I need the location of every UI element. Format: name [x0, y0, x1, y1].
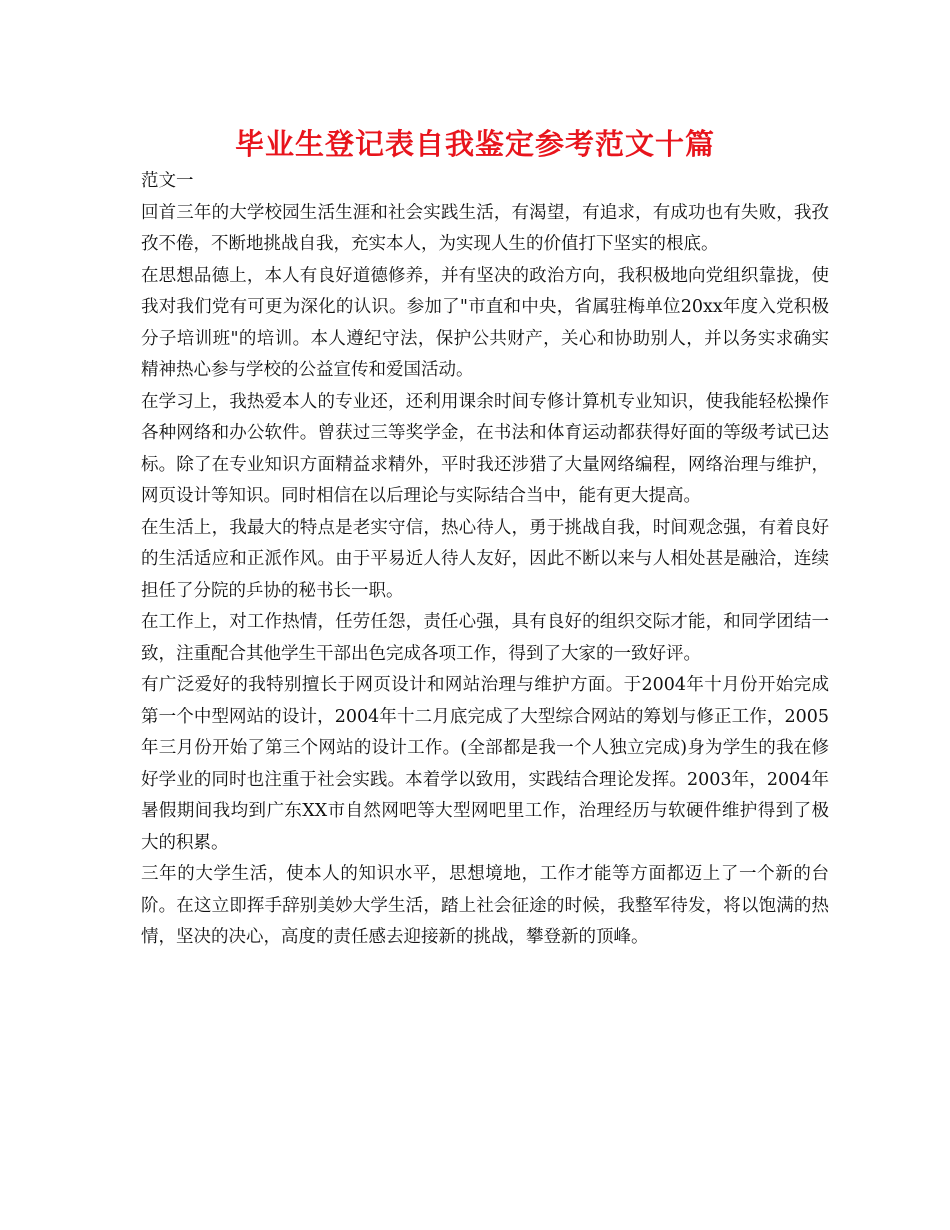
paragraph-life: 在生活上，我最大的特点是老实守信，热心待人，勇于挑战自我，时间观念强，有着良好的生活适应和正派作风。由于平易近人待人友好，因此不断以来与人相处甚是融洽，连续担任了分院的乒协的秘书长一职。	[141, 517, 829, 601]
document-body	[141, 166, 829, 954]
paragraph-hobbies: 有广泛爱好的我特别擅长于网页设计和网站治理与维护方面。于2004年十月份开始完成第一个中型网站的设计，2004年十二月底完成了大型综合网站的筹划与修正工作，2005年三月份开始了第三个网站的设计工作。(全部都是我一个人独立完成)身为学生的我在修好学业的同时也注重于社会实践。本着学以致用，实践结合理论发挥。2003年，2004年暑假期间我均到广东XX市自然网吧等大型网吧里工作，治理经历与软硬件维护得到了极大的积累。	[141, 675, 829, 853]
paragraph-study: 在学习上，我热爱本人的专业还，还利用课余时间专修计算机专业知识，使我能轻松操作各种网络和办公软件。曾获过三等奖学金，在书法和体育运动都获得好面的等级考试已达标。除了在专业知识方面精益求精外，平时我还涉猎了大量网络编程，网络治理与维护，网页设计等知识。同时相信在以后理论与实际结合当中，能有更大提高。	[141, 391, 829, 506]
document-title: 毕业生登记表自我鉴定参考范文十篇	[234, 127, 715, 161]
paragraph-moral: 在思想品德上，本人有良好道德修养，并有坚决的政治方向，我积极地向党组织靠拢，使我对我们党有可更为深化的认识。参加了"市直和中央，省属驻梅单位20xx年度入党积极分子培训班"的培训。本人遵纪守法，保护公共财产，关心和协助别人，并以务实求确实精神热心参与学校的公益宣传和爱国活动。	[141, 265, 829, 380]
paragraph-work: 在工作上，对工作热情，任劳任怨，责任心强，具有良好的组织交际才能，和同学团结一致，注重配合其他学生干部出色完成各项工作，得到了大家的一致好评。	[141, 612, 829, 664]
paragraph-conclusion: 三年的大学生活，使本人的知识水平，思想境地，工作才能等方面都迈上了一个新的台阶。在这立即挥手辞别美妙大学生活，踏上社会征途的时候，我整军待发，将以饱满的热情，坚决的决心，高度的责任感去迎接新的挑战，攀登新的顶峰。	[141, 864, 829, 947]
section-label: 范文一	[141, 171, 194, 191]
paragraph-intro: 回首三年的大学校园生活生涯和社会实践生活，有渴望，有追求，有成功也有失败，我孜孜不倦，不断地挑战自我，充实本人，为实现人生的价值打下坚实的根底。	[141, 202, 829, 254]
